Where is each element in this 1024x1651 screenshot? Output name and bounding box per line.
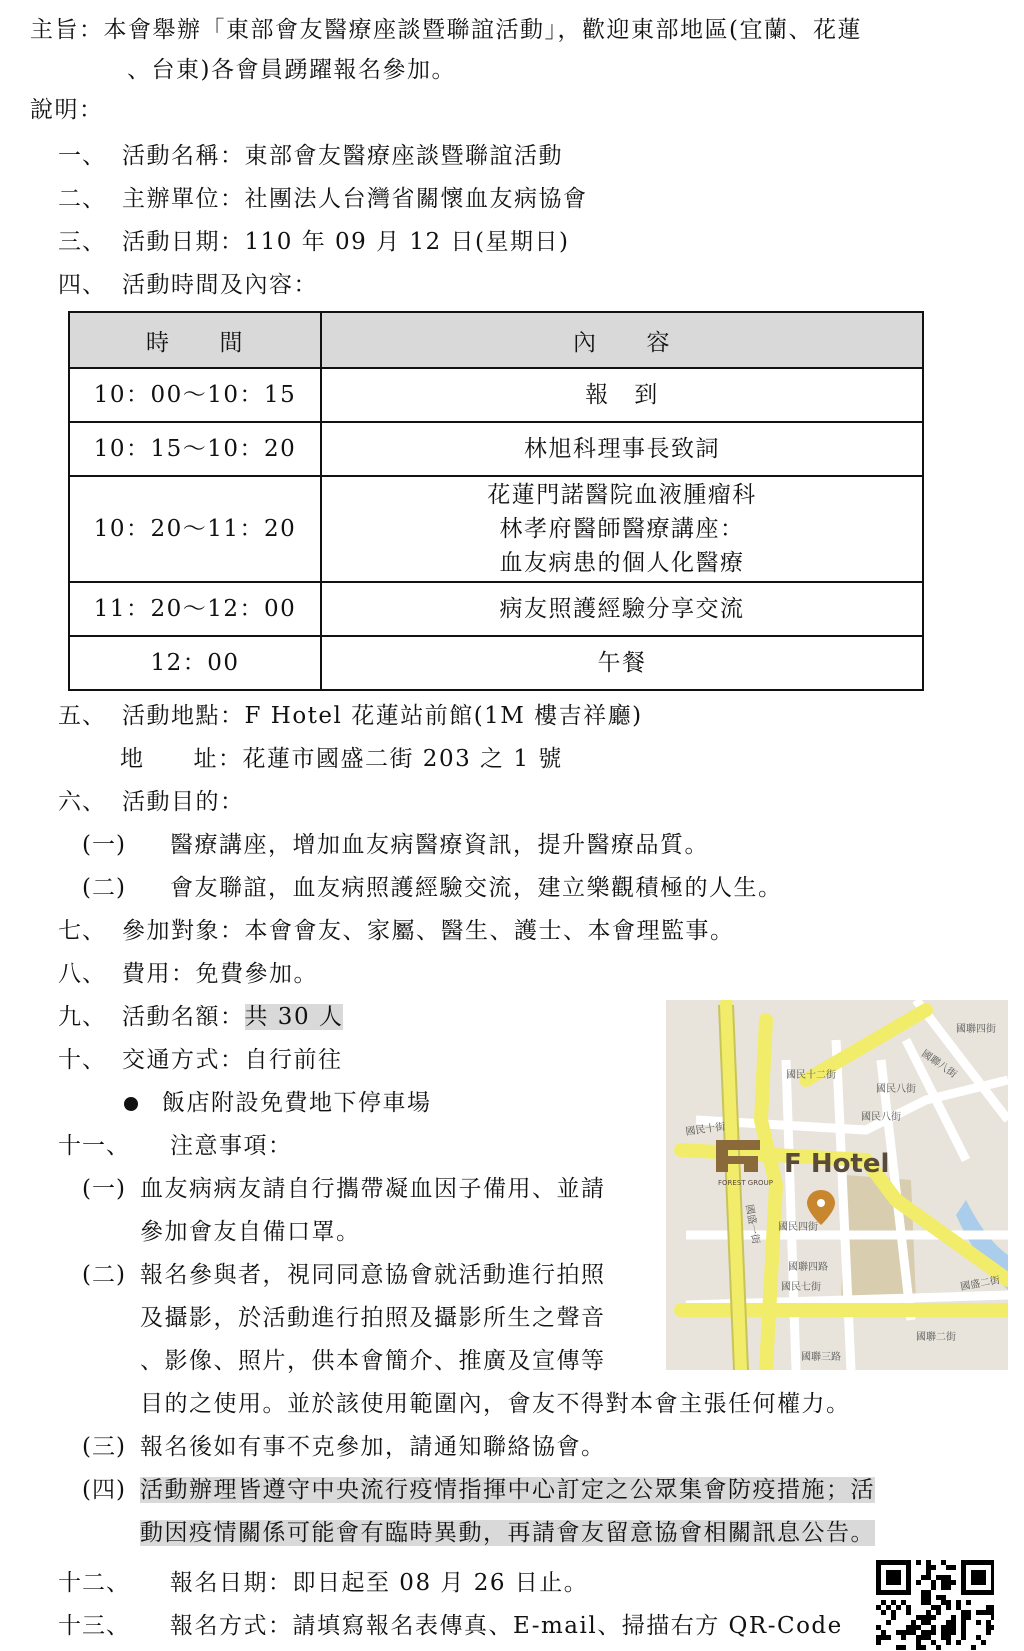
street-label: 國聯三路: [801, 1352, 841, 1363]
item-9-text: [122, 1001, 343, 1033]
item-4-text: 活動時間及內容：: [122, 272, 318, 298]
row-content: 病友照護經驗分享交流: [321, 582, 923, 636]
item-9-number: 九、: [58, 1004, 106, 1030]
note-4-highlight: 動因疫情關係可能會有臨時異動，再請會友留意協會相關訊息公告。: [140, 1520, 875, 1546]
note-2-line-3: 、影像、照片，供本會簡介、推廣及宣傳等: [140, 1348, 606, 1374]
item-11-number: 十一、: [58, 1133, 130, 1159]
item-5-number: 五、: [58, 703, 106, 729]
street-label: 國民十街: [684, 1121, 727, 1138]
street-label: 國民八街: [861, 1112, 901, 1123]
map-hotel-sub: FOREST GROUP: [718, 1179, 773, 1187]
item-13-line-1: 報名方式：請填寫報名表傳真、E-mail、掃描右方 QR-Code: [170, 1613, 843, 1639]
note-4-highlight: 活動辦理皆遵守中央流行疫情指揮中心訂定之公眾集會防疫措施；活: [140, 1477, 875, 1503]
item-6-1-text: 醫療講座，增加血友病醫療資訊，提升醫療品質。: [170, 832, 709, 858]
gist-line-1: [30, 14, 862, 46]
note-1-line-2: 參加會友自備口罩。: [140, 1219, 361, 1245]
note-3-number: (三): [82, 1434, 126, 1460]
item-6-text: 活動目的：: [122, 789, 245, 815]
table-row: [69, 368, 923, 422]
note-3-text: 報名後如有事不克參加，請通知聯絡協會。: [140, 1434, 606, 1460]
row-content: [321, 476, 923, 582]
header-time: 時 間: [69, 312, 321, 368]
table-row: [69, 636, 923, 690]
note-2-line-4: 目的之使用。並於該使用範圍內，會友不得對本會主張任何權力。: [140, 1391, 851, 1417]
item-3-number: 三、: [58, 229, 106, 255]
item-9-label: 活動名額：: [122, 1004, 245, 1030]
header-content: 內 容: [321, 312, 923, 368]
item-8-number: 八、: [58, 961, 106, 987]
hotel-location-map: [666, 1000, 1008, 1370]
table-row: [69, 422, 923, 476]
note-1-line-1: 血友病病友請自行攜帶凝血因子備用、並請: [140, 1176, 606, 1202]
row-content-line: 林孝府醫師醫療講座：: [499, 516, 745, 542]
row-time: 12：00: [69, 636, 321, 690]
note-2-line-2: 及攝影，於活動進行拍照及攝影所生之聲音: [140, 1305, 606, 1331]
signup-qr-code[interactable]: [876, 1560, 994, 1650]
gist-line-2: 、台東)各會員踴躍報名參加。: [127, 57, 456, 83]
row-time: 10：00～10：15: [69, 368, 321, 422]
row-time: 10：20～11：20: [69, 476, 321, 582]
item-2-number: 二、: [58, 186, 106, 212]
item-8-text: 費用：免費參加。: [122, 961, 318, 987]
map-hotel-name: F Hotel: [784, 1149, 890, 1179]
table-row: [69, 476, 923, 582]
item-3-text: 活動日期：110 年 09 月 12 日(星期日): [122, 229, 570, 255]
note-4-line-1: [140, 1474, 875, 1506]
item-6-2-text: 會友聯誼，血友病照護經驗交流，建立樂觀積極的人生。: [170, 875, 783, 901]
gist-text-1: 本會舉辦「東部會友醫療座談暨聯誼活動」，歡迎東部地區(宜蘭、花蓮: [103, 17, 862, 43]
quota-highlight: 共 30 人: [244, 1004, 344, 1030]
note-4-line-2: [140, 1517, 875, 1549]
street-label: 國民七街: [781, 1282, 821, 1293]
item-2-text: 主辦單位：社團法人台灣省關懷血友病協會: [122, 186, 588, 212]
row-content: 午餐: [321, 636, 923, 690]
row-content-line: 花蓮門諾醫院血液腫瘤科: [487, 482, 757, 508]
note-1-number: (一): [82, 1176, 126, 1202]
item-6-1-number: (一): [82, 832, 126, 858]
item-6-number: 六、: [58, 789, 106, 815]
note-2-number: (二): [82, 1262, 126, 1288]
street-label: 國盛二街: [959, 1275, 1001, 1293]
row-time: 10：15～10：20: [69, 422, 321, 476]
row-time: 11：20～12：00: [69, 582, 321, 636]
item-4-number: 四、: [58, 272, 106, 298]
table-row: [69, 582, 923, 636]
item-13-number: 十三、: [58, 1613, 130, 1639]
parking-bullet-line: [124, 1087, 432, 1119]
schedule-header-row: [69, 312, 923, 368]
item-12-number: 十二、: [58, 1570, 130, 1596]
item-5-address: 地 址：花蓮市國盛二街 203 之 1 號: [120, 746, 563, 772]
item-10-text: 交通方式：自行前往: [122, 1047, 343, 1073]
item-5-text: 活動地點：F Hotel 花蓮站前館(1M 樓吉祥廳): [122, 703, 643, 729]
item-7-text: 參加對象：本會會友、家屬、醫生、護士、本會理監事。: [122, 918, 735, 944]
street-label: 國聯四路: [788, 1262, 828, 1273]
schedule-table: [68, 311, 924, 691]
street-label: 國民八街: [876, 1084, 916, 1095]
street-label: 國盛一街: [743, 1203, 761, 1245]
item-11-text: 注意事項：: [170, 1133, 293, 1159]
row-content: 報 到: [321, 368, 923, 422]
note-2-line-1: 報名參與者，視同同意協會就活動進行拍照: [140, 1262, 606, 1288]
bullet-icon: [124, 1097, 138, 1111]
row-content-line: 血友病患的個人化醫療: [499, 550, 745, 576]
parking-text: 飯店附設免費地下停車場: [162, 1090, 432, 1116]
street-label: 國民四街: [778, 1222, 818, 1233]
explain-label: 說明：: [30, 97, 104, 123]
item-6-2-number: (二): [82, 875, 126, 901]
item-1-text: 活動名稱：東部會友醫療座談暨聯誼活動: [122, 143, 563, 169]
street-label: 國聯二街: [916, 1332, 956, 1343]
item-10-number: 十、: [58, 1047, 106, 1073]
street-label: 國聯四街: [956, 1024, 996, 1035]
item-1-number: 一、: [58, 143, 106, 169]
note-4-number: (四): [82, 1477, 126, 1503]
gist-label: 主旨：: [30, 17, 104, 43]
street-label: 國民十二街: [786, 1070, 836, 1081]
item-7-number: 七、: [58, 918, 106, 944]
row-content: 林旭科理事長致詞: [321, 422, 923, 476]
item-12-text: 報名日期：即日起至 08 月 26 日止。: [170, 1570, 589, 1596]
street-label: 國聯八街: [919, 1048, 959, 1081]
